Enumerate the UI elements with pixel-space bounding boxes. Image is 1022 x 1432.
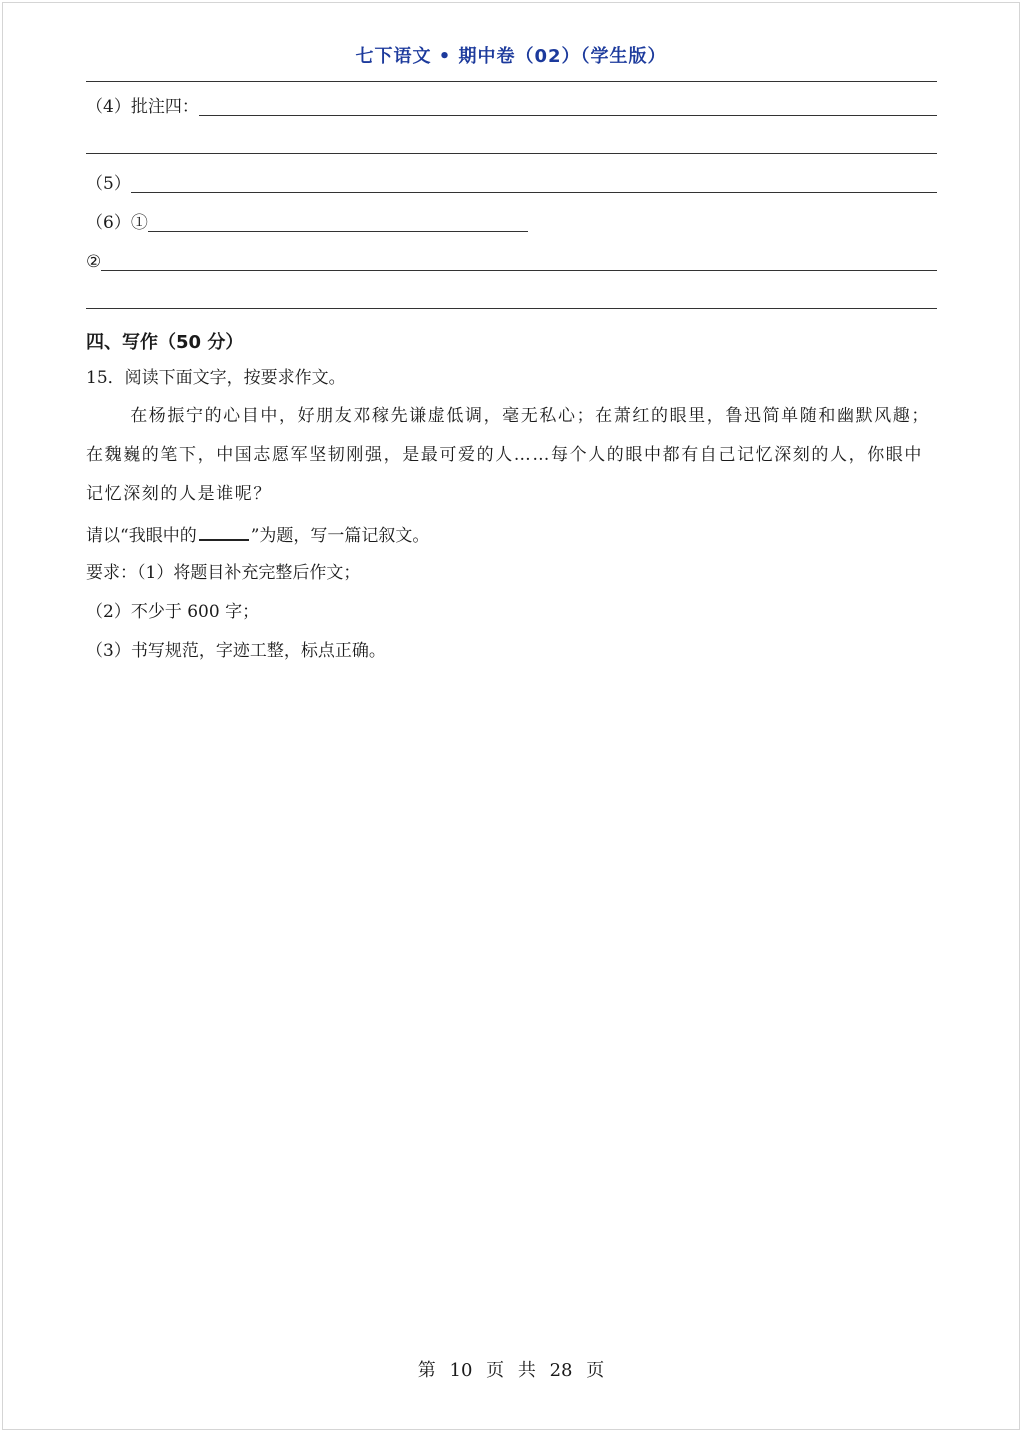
question-15: 15．阅读下面文字，按要求作文。 [86, 368, 346, 388]
answer-label-6b: ② [86, 252, 102, 272]
answer-blank-5[interactable] [131, 170, 937, 193]
answer-blank-6b[interactable] [101, 248, 937, 271]
answer-label-5: （5） [86, 174, 131, 194]
section-title-writing: 四、写作（50 分） [86, 332, 244, 353]
page-number: 第 10 页 共 28 页 [417, 1360, 605, 1381]
answer-row-6a [86, 209, 937, 234]
page-header-title: 七下语文 • 期中卷（02）（学生版） [355, 46, 667, 67]
answer-blank-6b-continued[interactable] [86, 308, 937, 309]
reading-passage: 在杨振宁的心目中，好朋友邓稼先谦虚低调，毫无私心；在萧红的眼里，鲁迅简单随和幽默风趣；在魏巍的笔下，中国志愿军坚韧刚强，是最可爱的人……每个人的眼中都有自己记忆深刻的人，你眼中记忆深刻的人是谁呢？ [86, 406, 930, 504]
answer-label-4: （4）批注四： [86, 97, 199, 117]
title-blank [199, 523, 249, 541]
answer-blank-6a[interactable] [148, 209, 528, 232]
answer-blank-4-continued[interactable] [86, 153, 937, 154]
requirement-2: （2）不少于 600 字； [86, 602, 260, 622]
essay-prompt [86, 523, 937, 547]
essay-prompt-start: 请以“我眼中的 [86, 526, 197, 546]
requirement-3: （3）书写规范，字迹工整，标点正确。 [86, 641, 386, 661]
answer-blank-4[interactable] [199, 93, 937, 116]
answer-row-5 [86, 170, 937, 195]
header-divider [86, 81, 937, 82]
answer-row-6b [86, 248, 937, 273]
answer-label-6a: （6）① [86, 213, 148, 233]
answer-row-4 [86, 93, 937, 118]
requirement-1: 要求：（1）将题目补充完整后作文； [86, 563, 361, 583]
essay-prompt-end: ”为题，写一篇记叙文。 [250, 526, 430, 546]
